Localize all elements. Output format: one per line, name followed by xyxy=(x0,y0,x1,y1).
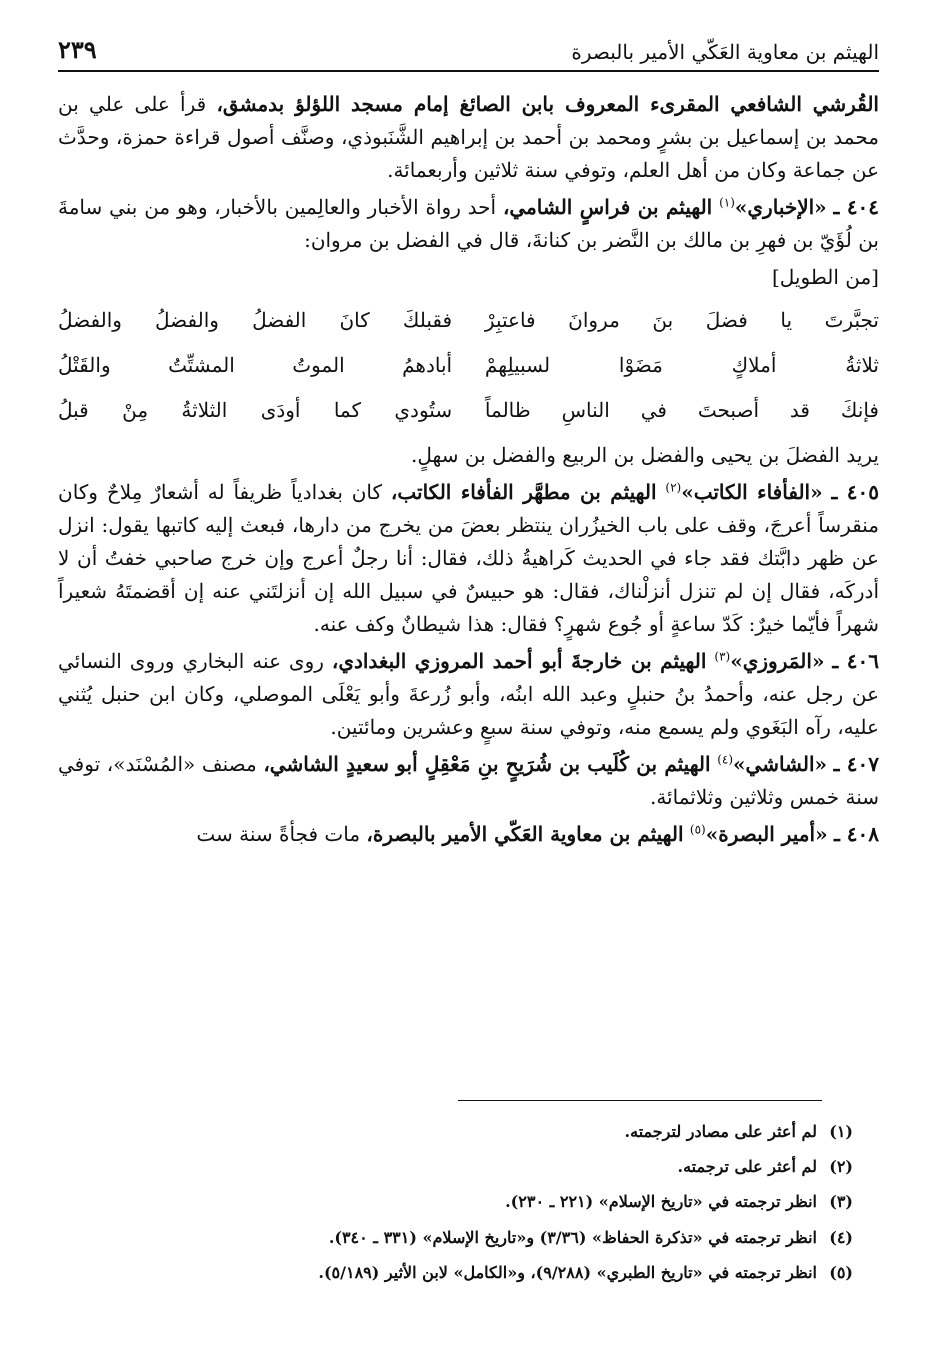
entry-text: روى عنه البخاري وروى النسائي عن رجل عنه، وأحمدُ بنُ حنبلٍ وعبد الله ابنُه، وأبو زُرعةَ وأبو يَعْلَى الموصلي، وكان ابن حنبل يُثني عليه، رآه البَغَوي ولم يسمع منه، وتوفي سنة سبعٍ وعشرين ومائتين. xyxy=(58,649,879,739)
footnote-number: (٤) xyxy=(829,1227,853,1247)
entry-number: ٤٠٨ ـ xyxy=(833,822,879,846)
entry-408 xyxy=(58,818,879,851)
entry-405 xyxy=(58,476,879,641)
entry-label: «أمير البصرة» xyxy=(705,822,828,846)
running-header xyxy=(58,26,879,72)
footnote-ref: (١) xyxy=(719,195,735,210)
entry-text: مات فجأةً سنة ست xyxy=(196,822,361,846)
entry-label: «الشاشي» xyxy=(733,752,828,776)
footnote-separator xyxy=(458,1100,822,1101)
footnote-number: (٣) xyxy=(829,1192,853,1212)
verse-second-hemistich: أبادهمُ الموتُ المشتِّتُ والقَتْلُ xyxy=(58,353,453,377)
continuation-text: قرأ على علي بن محمد بن إسماعيل بن بشرٍ ومحمد بن أحمد بن إبراهيم الشَّنَبوذي، وصنَّف أصول قراءة حمزة، وحدَّث عن جماعة وكان من أهل العلم، وتوفي سنة ثلاثين وأربعمائة. xyxy=(58,92,879,182)
entry-text: مصنف «المُسْنَد»، توفي سنة خمس وثلاثين وثلاثمائة. xyxy=(58,752,879,809)
entry-text: أحد رواة الأخبار والعالِمين بالأخبار، وهو من بني سامةَ بن لُؤَيّ بن فهرِ بن مالك بن النَّضر بن كنانةَ، قال في الفضل بن مروان: xyxy=(58,195,879,252)
poem xyxy=(58,298,879,433)
footnote-text: انظر ترجمته في «تاريخ الإسلام» (٢٢١ ـ ٢٣٠). xyxy=(505,1192,817,1212)
footnote-ref: (٥) xyxy=(689,822,706,837)
footnote-text: انظر ترجمته في «تذكرة الحفاظ» (٣/٣٦) و«تاريخ الإسلام» (٣٣١ ـ ٣٤٠). xyxy=(328,1227,817,1247)
footnote-text: لم أعثر على ترجمته. xyxy=(677,1157,817,1177)
footnote-number: (٥) xyxy=(829,1262,853,1282)
entry-number: ٤٠٦ ـ xyxy=(832,649,880,673)
running-title: الهيثم بن معاوية العَكّي الأمير بالبصرة xyxy=(571,40,879,64)
verse-second-hemistich: ستُودي كما أودَى الثلاثةُ مِنْ قبلُ xyxy=(58,398,453,422)
entry-406 xyxy=(58,645,879,744)
entry-name: الهيثم بن خارجةَ أبو أحمد المروزي البغدادي، xyxy=(331,649,707,673)
footnote xyxy=(58,1255,853,1290)
entry-label: «الإخباري» xyxy=(734,195,827,219)
entry-name: الهيثم بن معاوية العَكّي الأمير بالبصرة، xyxy=(366,822,684,846)
page-number: ٢٣٩ xyxy=(58,35,97,64)
continuation-bold-lead: القُرشي الشافعي المقرىء المعروف بابن الصائغ إمام مسجد اللؤلؤ بدمشق، xyxy=(216,92,879,116)
footnote xyxy=(58,1220,853,1255)
footnote-number: (٢) xyxy=(829,1157,853,1177)
poem-verse xyxy=(58,298,879,343)
footnote xyxy=(58,1114,853,1149)
verse-first-hemistich: تجبَّرتَ يا فضلَ بنَ مروانَ فاعتبِرْ xyxy=(484,308,879,332)
entry-text: كان بغدادياً ظريفاً له أشعارٌ مِلاحٌ وكان منقرساً أعرجَ، وقف على باب الخيزُران ينتظر بعضَ من يخرج من دارها، فبعث إليه كاتبها يقول: انزل عن ظهر دابَّتك فقد جاء في الحديث كَراهيةُ ذلك، فقال: أنا رجلٌ أعرج وإن خرج صاحبي خفتُ أن لا أدركَه، فقال إن لم تنزل أنزلْناك، فقال: هو حبيسٌ في سبيل الله إن أنزلتَني عنه إن أقضمتَهُ شعيراً شهراً فأيّما خيرٌ: كَدّ ساعةٍ أو جُوع شهرٍ؟ فقال: هذا شيطانٌ وكف عنه. xyxy=(58,480,879,636)
entry-404 xyxy=(58,191,879,257)
footnote xyxy=(58,1184,853,1219)
footnote-ref: (٤) xyxy=(717,752,734,767)
entry-number: ٤٠٥ ـ xyxy=(831,480,880,504)
entry-after-text: يريد الفضلَ بن يحيى والفضل بن الربيع والفضل بن سهلٍ. xyxy=(411,443,879,467)
entry-name: الهيثم بن كُلَيب بن شُرَيحٍ بنِ مَعْقِلٍ أبو سعيدٍ الشاشي، xyxy=(263,752,711,776)
body-text xyxy=(58,88,879,855)
verse-first-hemistich: ثلاثةُ أملاكٍ مَضَوْا لسبيلِهمْ xyxy=(484,353,879,377)
entry-number: ٤٠٧ ـ xyxy=(833,752,879,776)
footnote-number: (١) xyxy=(829,1122,853,1141)
entry-label: «المَروزي» xyxy=(730,649,825,673)
entry-407 xyxy=(58,748,879,814)
footnote xyxy=(58,1149,853,1184)
poem-meter: [من الطويل] xyxy=(771,265,879,289)
poem-verse xyxy=(58,343,879,388)
entry-number: ٤٠٤ ـ xyxy=(833,195,880,219)
entry-name: الهيثم بن فراسٍ الشامي، xyxy=(502,195,713,219)
footnote-ref: (٢) xyxy=(665,480,682,495)
entry-label: «الفأفاء الكاتب» xyxy=(681,480,823,504)
footnote-text: لم أعثر على مصادر لترجمته. xyxy=(624,1122,817,1141)
footnotes xyxy=(58,1114,853,1290)
verse-second-hemistich: فقبلكَ كانَ الفضلُ والفضلُ والفضلُ xyxy=(58,308,453,332)
continuation-paragraph xyxy=(58,88,879,187)
poem-verse xyxy=(58,388,879,433)
footnote-text: انظر ترجمته في «تاريخ الطبري» (٩/٢٨٨)، و«الكامل» لابن الأثير (٥/١٨٩). xyxy=(318,1262,817,1282)
entry-name: الهيثم بن مطهَّر الفأفاء الكاتب، xyxy=(390,480,657,504)
verse-first-hemistich: فإنكَ قد أصبحتَ في الناسِ ظالماً xyxy=(484,398,879,422)
footnote-ref: (٣) xyxy=(714,649,731,664)
